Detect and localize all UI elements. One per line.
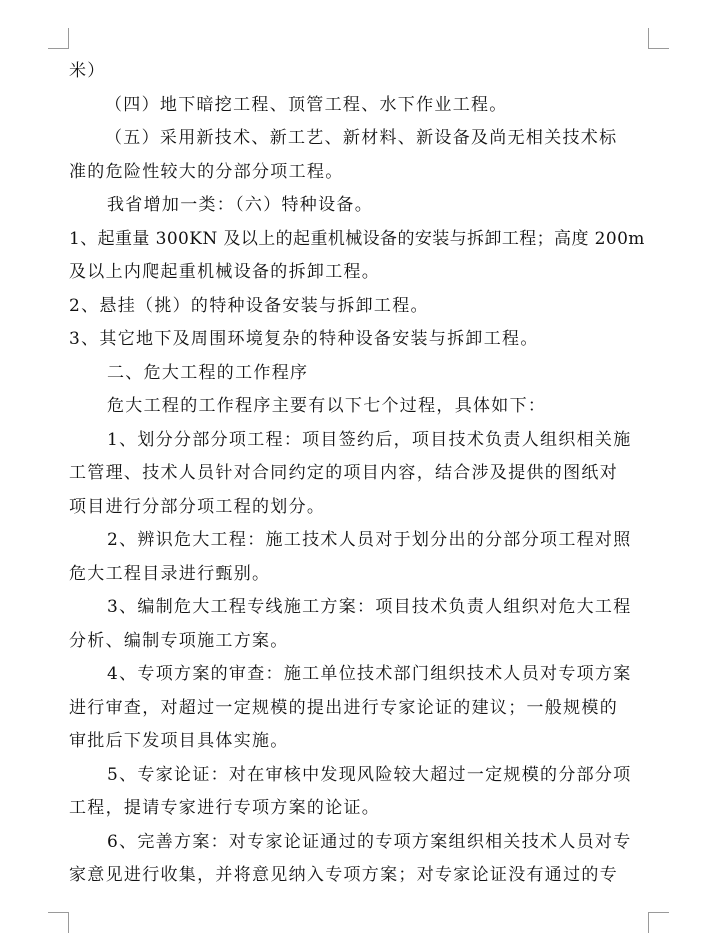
text-line: 准的危险性较大的分部分项工程。: [69, 161, 344, 182]
text-line: 进行审查，对超过一定规模的提出进行专家论证的建议；一般规模的: [69, 697, 618, 718]
corner-mark-bottom-right: [648, 912, 669, 933]
corner-mark-top-right: [648, 28, 669, 49]
text-line: 3、其它地下及周围环境复杂的特种设备安装与拆卸工程。: [69, 329, 539, 349]
text-line: 项目进行分部分项工程的划分。: [69, 496, 326, 517]
text-line: 4、专项方案的审查：施工单位技术部门组织技术人员对专项方案: [107, 664, 632, 684]
text-line: 工程，提请专家进行专项方案的论证。: [69, 798, 381, 818]
text-line: 2、辨识危大工程：施工技术人员对于划分出的分部分项工程对照: [107, 530, 632, 550]
text-line: 5、专家论证：对在审核中发现风险较大超过一定规模的分部分项: [107, 764, 632, 785]
text-line: 家意见进行收集，并将意见纳入专项方案；对专家论证没有通过的专: [69, 865, 618, 885]
text-line: （四）地下暗挖工程、顶管工程、水下作业工程。: [105, 94, 508, 115]
corner-mark-top-left: [48, 28, 69, 49]
text-line: 及以上内爬起重机械设备的拆卸工程。: [69, 262, 381, 282]
text-line: （五）采用新技术、新工艺、新材料、新设备及尚无相关技术标: [105, 128, 618, 148]
text-line: 危大工程目录进行甄别。: [69, 563, 271, 584]
text-line: 米）: [69, 61, 106, 81]
section-heading: 二、危大工程的工作程序: [107, 362, 309, 383]
corner-mark-bottom-left: [48, 912, 69, 933]
text-line: 1、划分分部分项工程：项目签约后，项目技术负责人组织相关施: [107, 429, 632, 450]
text-line: 1、起重量 300KN 及以上的起重机械设备的安装与拆卸工程；高度 200m: [69, 228, 645, 249]
document-body: [69, 55, 649, 893]
text-line: 工管理、技术人员针对合同约定的项目内容，结合涉及提供的图纸对: [69, 463, 618, 483]
text-line: 6、完善方案：对专家论证通过的专项方案组织相关技术人员对专: [107, 831, 632, 852]
text-line: 分析、编制专项施工方案。: [69, 630, 289, 651]
text-line: 2、悬挂（挑）的特种设备安装与拆卸工程。: [69, 295, 429, 316]
text-line: 审批后下发项目具体实施。: [69, 731, 289, 751]
text-line: 我省增加一类：（六）特种设备。: [107, 195, 373, 215]
text-line: 3、编制危大工程专线施工方案：项目技术负责人组织对危大工程: [107, 597, 632, 617]
text-line: 危大工程的工作程序主要有以下七个过程，具体如下：: [107, 396, 547, 416]
